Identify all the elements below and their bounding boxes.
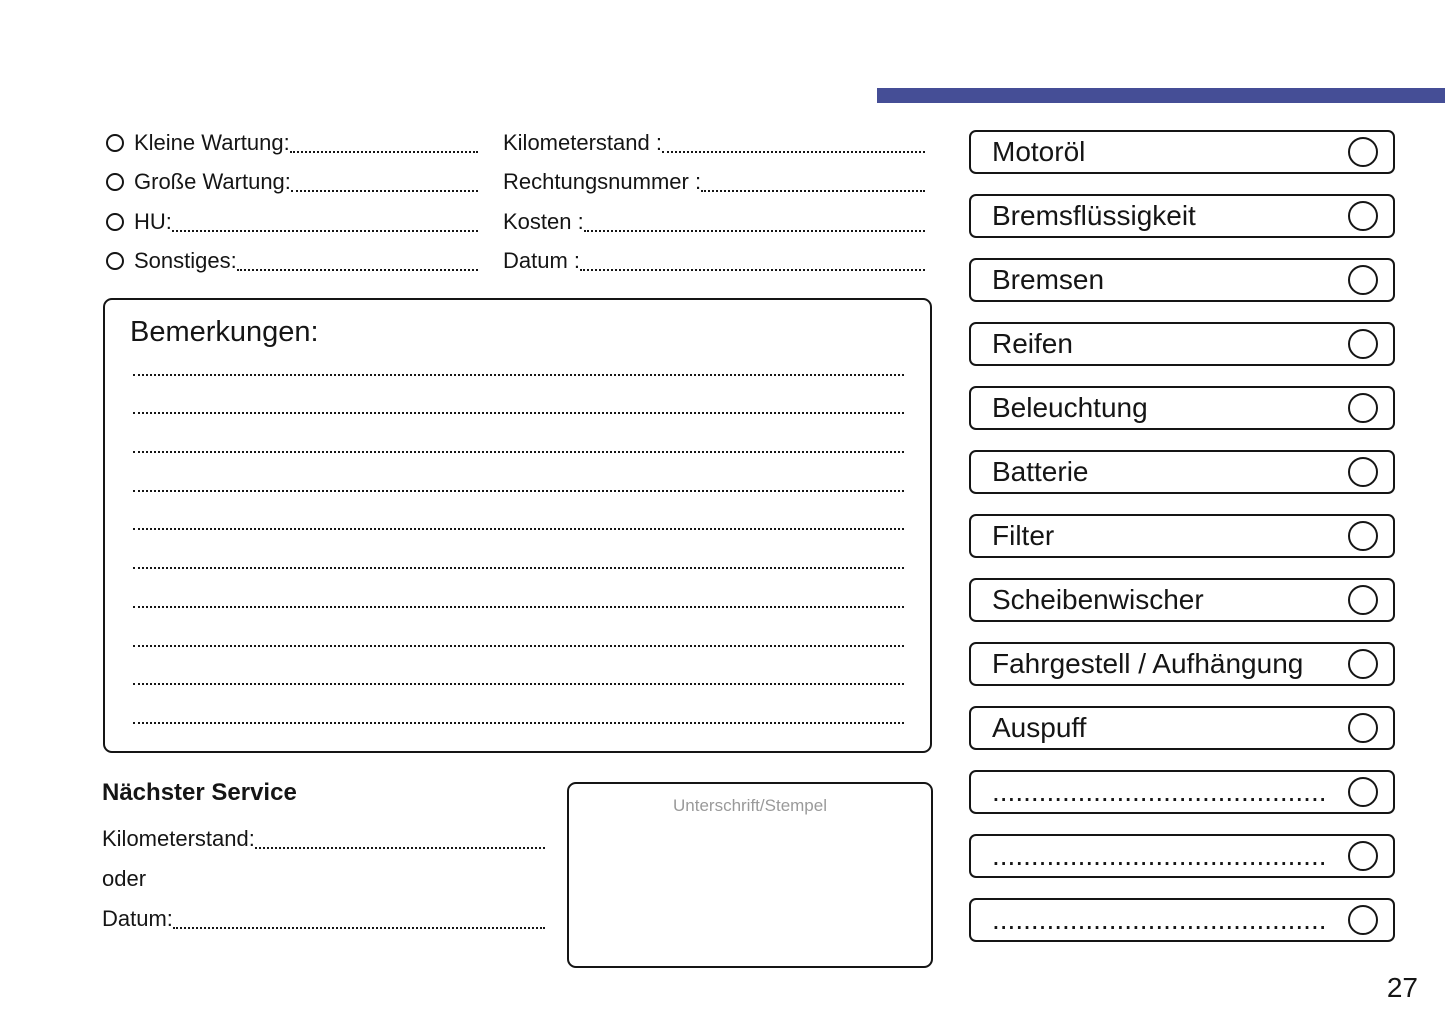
- remarks-ruled-line: [133, 647, 904, 686]
- detail-label: Rechtungsnummer :: [503, 169, 702, 195]
- check-circle-bremsfluessigkeit[interactable]: [1348, 201, 1378, 231]
- detail-label: Kosten :: [503, 208, 584, 234]
- checklist-item-filter: [969, 514, 1395, 558]
- checklist-item-label: Motoröl: [992, 136, 1086, 167]
- detail-label: Kilometerstand :: [503, 129, 662, 155]
- checklist-item-auspuff: [969, 706, 1395, 750]
- kleine-wartung-fill-line[interactable]: [290, 151, 478, 153]
- checklist-item-blank-line[interactable]: ...........................................: [992, 904, 1327, 935]
- check-circle-batterie[interactable]: [1348, 457, 1378, 487]
- kilometerstand-fill-line[interactable]: [662, 151, 925, 153]
- service-type-row-kleine-wartung: [106, 123, 478, 163]
- checklist-item-fahrgestell-aufhaengung: [969, 642, 1395, 686]
- next-service-kilometerstand-fill-line[interactable]: [255, 847, 545, 849]
- next-service-title: Nächster Service: [102, 779, 297, 806]
- check-circle-auspuff[interactable]: [1348, 713, 1378, 743]
- remarks-ruled-line: [133, 685, 904, 724]
- checklist-item-label: Bremsflüssigkeit: [992, 200, 1196, 231]
- next-service-datum-label: Datum:: [102, 906, 173, 931]
- check-circle-custom-2[interactable]: [1348, 841, 1378, 871]
- check-circle-motoroel[interactable]: [1348, 137, 1378, 167]
- checklist-item-custom-3: [969, 898, 1395, 942]
- check-circle-scheibenwischer[interactable]: [1348, 585, 1378, 615]
- sonstiges-fill-line[interactable]: [237, 269, 478, 271]
- checklist-item-label: Beleuchtung: [992, 392, 1148, 423]
- service-type-label: Sonstiges:: [134, 248, 237, 274]
- detail-row-rechtungsnummer: [503, 163, 925, 203]
- inspection-checklist: [969, 130, 1395, 962]
- check-circle-custom-1[interactable]: [1348, 777, 1378, 807]
- checklist-item-label: Fahrgestell / Aufhängung: [992, 648, 1304, 679]
- detail-row-kosten: [503, 202, 925, 242]
- radio-circle-grosse-wartung[interactable]: [106, 173, 124, 191]
- checklist-item-label: Reifen: [992, 328, 1073, 359]
- checklist-item-scheibenwischer: [969, 578, 1395, 622]
- rechtungsnummer-fill-line[interactable]: [701, 190, 925, 192]
- next-service-datum-fill-line[interactable]: [173, 927, 545, 929]
- check-circle-bremsen[interactable]: [1348, 265, 1378, 295]
- checklist-item-custom-1: [969, 770, 1395, 814]
- next-service-row-oder: [102, 859, 545, 899]
- check-circle-fahrgestell-aufhaengung[interactable]: [1348, 649, 1378, 679]
- remarks-ruled-line: [133, 414, 904, 453]
- next-service-row-kilometerstand: [102, 819, 545, 859]
- checklist-item-beleuchtung: [969, 386, 1395, 430]
- signature-stamp-box[interactable]: [567, 782, 933, 968]
- checklist-item-label: Scheibenwischer: [992, 584, 1204, 615]
- next-service-row-datum: [102, 899, 545, 939]
- service-type-label: Große Wartung:: [134, 169, 291, 195]
- checklist-item-reifen: [969, 322, 1395, 366]
- grosse-wartung-fill-line[interactable]: [291, 190, 478, 192]
- next-service-section: [102, 779, 545, 939]
- checklist-item-motoroel: [969, 130, 1395, 174]
- remarks-ruled-line: [133, 337, 904, 376]
- remarks-lines: [133, 337, 904, 724]
- checklist-item-batterie: [969, 450, 1395, 494]
- checklist-item-bremsen: [969, 258, 1395, 302]
- radio-circle-hu[interactable]: [106, 213, 124, 231]
- signature-stamp-label: Unterschrift/Stempel: [673, 796, 827, 815]
- service-type-label: HU:: [134, 208, 172, 234]
- remarks-ruled-line: [133, 569, 904, 608]
- remarks-ruled-line: [133, 453, 904, 492]
- remarks-title: Bemerkungen:: [130, 316, 319, 348]
- service-type-label: Kleine Wartung:: [134, 129, 290, 155]
- checklist-item-custom-2: [969, 834, 1395, 878]
- checklist-item-blank-line[interactable]: ...........................................: [992, 776, 1327, 807]
- check-circle-beleuchtung[interactable]: [1348, 393, 1378, 423]
- remarks-box[interactable]: [103, 298, 932, 753]
- radio-circle-sonstiges[interactable]: [106, 252, 124, 270]
- checklist-item-label: Batterie: [992, 456, 1089, 487]
- detail-row-datum: [503, 242, 925, 282]
- service-type-form: [106, 123, 478, 281]
- datum-fill-line[interactable]: [580, 269, 925, 271]
- remarks-ruled-line: [133, 530, 904, 569]
- remarks-ruled-line: [133, 376, 904, 415]
- detail-label: Datum :: [503, 248, 581, 274]
- next-service-oder-label: oder: [102, 866, 147, 891]
- hu-fill-line[interactable]: [172, 230, 478, 232]
- checklist-item-label: Bremsen: [992, 264, 1105, 295]
- next-service-kilometerstand-label: Kilometerstand:: [102, 826, 255, 851]
- radio-circle-kleine-wartung[interactable]: [106, 134, 124, 152]
- checklist-item-label: Filter: [992, 520, 1055, 551]
- checklist-item-bremsfluessigkeit: [969, 194, 1395, 238]
- service-detail-form: [503, 123, 925, 281]
- service-type-row-hu: [106, 202, 478, 242]
- kosten-fill-line[interactable]: [584, 230, 925, 232]
- checklist-item-blank-line[interactable]: ...........................................: [992, 840, 1327, 871]
- remarks-ruled-line: [133, 608, 904, 647]
- service-type-row-grosse-wartung: [106, 163, 478, 203]
- check-circle-reifen[interactable]: [1348, 329, 1378, 359]
- check-circle-filter[interactable]: [1348, 521, 1378, 551]
- remarks-ruled-line: [133, 492, 904, 531]
- check-circle-custom-3[interactable]: [1348, 905, 1378, 935]
- detail-row-kilometerstand: [503, 123, 925, 163]
- header-accent-bar: [877, 88, 1445, 103]
- page-number: 27: [1386, 972, 1418, 1003]
- service-type-row-sonstiges: [106, 242, 478, 282]
- checklist-item-label: Auspuff: [992, 712, 1087, 743]
